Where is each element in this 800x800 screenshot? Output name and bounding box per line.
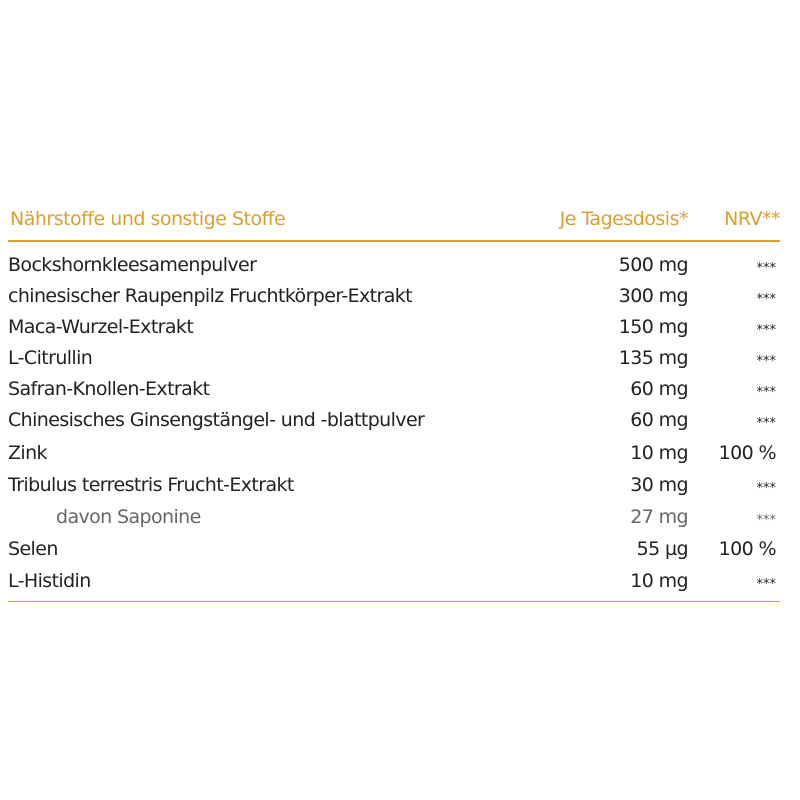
table-row-sub xyxy=(8,502,780,533)
row-name: davon Saponine xyxy=(56,506,201,528)
row-name: Chinesisches Ginsengstängel- und -blattpulver xyxy=(8,409,425,431)
table-row xyxy=(8,470,780,501)
row-dose: 55 µg xyxy=(636,538,688,560)
table-row xyxy=(8,250,780,281)
row-name: Zink xyxy=(8,442,47,464)
row-nrv: 100 % xyxy=(718,442,776,464)
table-row xyxy=(8,438,780,469)
header-daily-dose: Je Tagesdosis* xyxy=(559,208,688,230)
row-name: Selen xyxy=(8,538,58,560)
row-name: L-Histidin xyxy=(8,570,91,592)
table-row xyxy=(8,343,780,374)
row-dose: 500 mg xyxy=(618,254,688,276)
row-dose: 135 mg xyxy=(618,347,688,369)
row-nrv: *** xyxy=(756,416,776,431)
table-bottom-divider xyxy=(8,601,780,602)
row-dose: 30 mg xyxy=(630,474,688,496)
row-name: Tribulus terrestris Frucht-Extrakt xyxy=(8,474,294,496)
row-name: Maca-Wurzel-Extrakt xyxy=(8,316,194,338)
row-nrv: *** xyxy=(756,513,776,528)
row-nrv: *** xyxy=(756,261,776,276)
table-row xyxy=(8,534,780,565)
header-nrv: NRV** xyxy=(724,208,780,230)
row-nrv: 100 % xyxy=(718,538,776,560)
row-dose: 60 mg xyxy=(630,409,688,431)
row-name: L-Citrullin xyxy=(8,347,93,369)
table-row xyxy=(8,281,780,312)
row-dose: 27 mg xyxy=(630,506,688,528)
row-dose: 300 mg xyxy=(618,285,688,307)
row-name: Safran-Knollen-Extrakt xyxy=(8,378,210,400)
row-nrv: *** xyxy=(756,481,776,496)
row-dose: 10 mg xyxy=(630,570,688,592)
row-dose: 10 mg xyxy=(630,442,688,464)
row-dose: 60 mg xyxy=(630,378,688,400)
header-nutrients: Nährstoffe und sonstige Stoffe xyxy=(10,208,286,230)
row-dose: 150 mg xyxy=(618,316,688,338)
row-nrv: *** xyxy=(756,292,776,307)
row-nrv: *** xyxy=(756,323,776,338)
table-row xyxy=(8,374,780,405)
row-name: Bockshornkleesamenpulver xyxy=(8,254,257,276)
row-nrv: *** xyxy=(756,577,776,592)
table-row xyxy=(8,405,780,436)
row-name: chinesischer Raupenpilz Fruchtkörper-Extrakt xyxy=(8,285,413,307)
row-nrv: *** xyxy=(756,385,776,400)
table-row xyxy=(8,312,780,343)
row-nrv: *** xyxy=(756,354,776,369)
header-divider xyxy=(8,240,780,242)
table-header xyxy=(8,204,780,238)
table-row xyxy=(8,566,780,597)
